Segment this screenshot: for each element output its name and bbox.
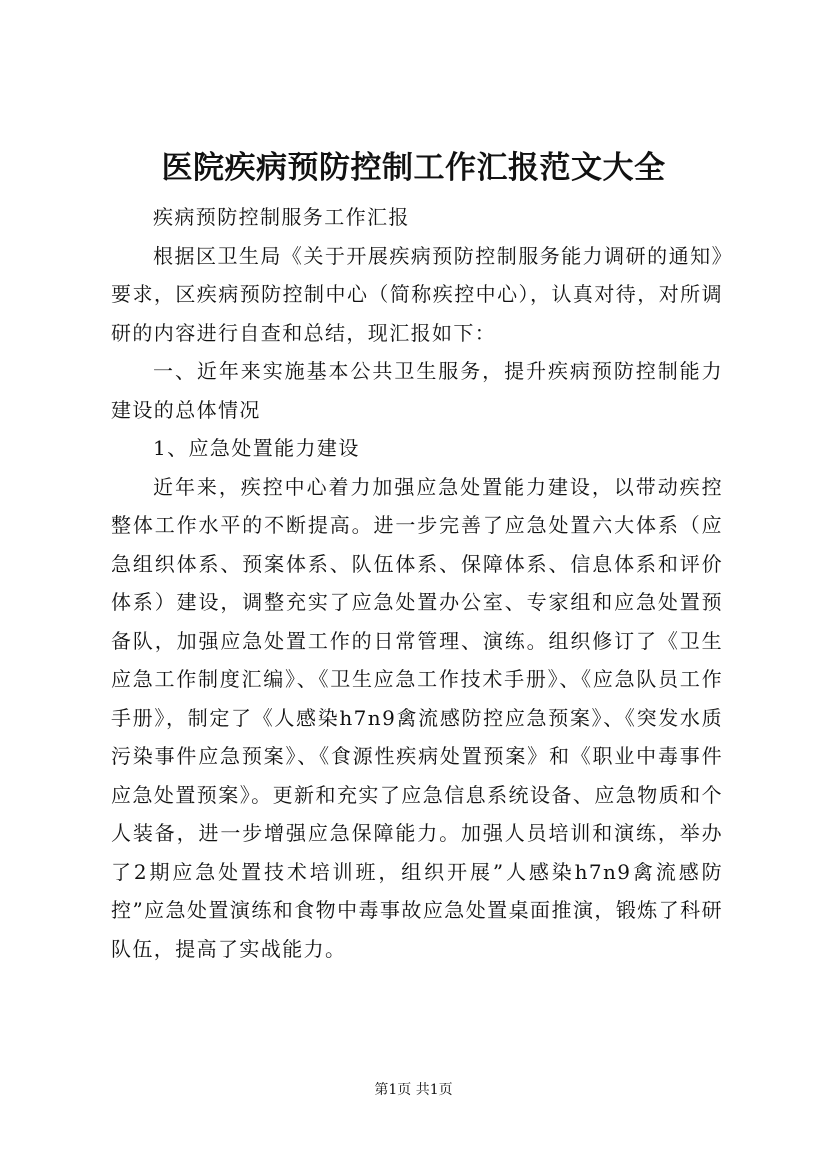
paragraph-subsection-heading: 1、应急处置能力建设 [153,436,360,460]
page-footer: 第1页 共1页 [374,1082,453,1098]
paragraph-intro: 根据区卫生局《关于开展疾病预防控制服务能力调研的通知》要求，区疾病预防控制中心（简称疾控中心），认真对待，对所调研的内容进行自查和总结，现汇报如下： [111,243,723,345]
document-title: 医院疾病预防控制工作汇报范文大全 [161,150,666,186]
paragraph-emergency-capacity: 近年来，疾控中心着力加强应急处置能力建设，以带动疾控整体工作水平的不断提高。进一步完善了应急处置六大体系（应急组织体系、预案体系、队伍体系、保障体系、信息体系和评价体系）建设，调整充实了应急处置办公室、专家组和应急处置预备队，加强应急处置工作的日常管理、演练。组织修订了《卫生应急工作制度汇编》、《卫生应急工作技术手册》、《应急队员工作手册》，制定了《人感染h7n9禽流感防控应急预案》、《突发水质污染事件应急预案》、《食源性疾病处置预案》和《职业中毒事件应急处置预案》。更新和充实了应急信息系统设备、应急物质和个人装备，进一步增强应急保障能力。加强人员培训和演练，举办了2期应急处置技术培训班，组织开展”人感染h7n9禽流感防控”应急处置演练和食物中毒事故应急处置桌面推演，锻炼了科研队伍，提高了实战能力。 [111,474,723,961]
paragraph-subtitle: 疾病预防控制服务工作汇报 [153,205,410,229]
paragraph-section-heading: 一、近年来实施基本公共卫生服务，提升疾病预防控制能力建设的总体情况 [111,359,723,422]
document-body [111,198,723,968]
